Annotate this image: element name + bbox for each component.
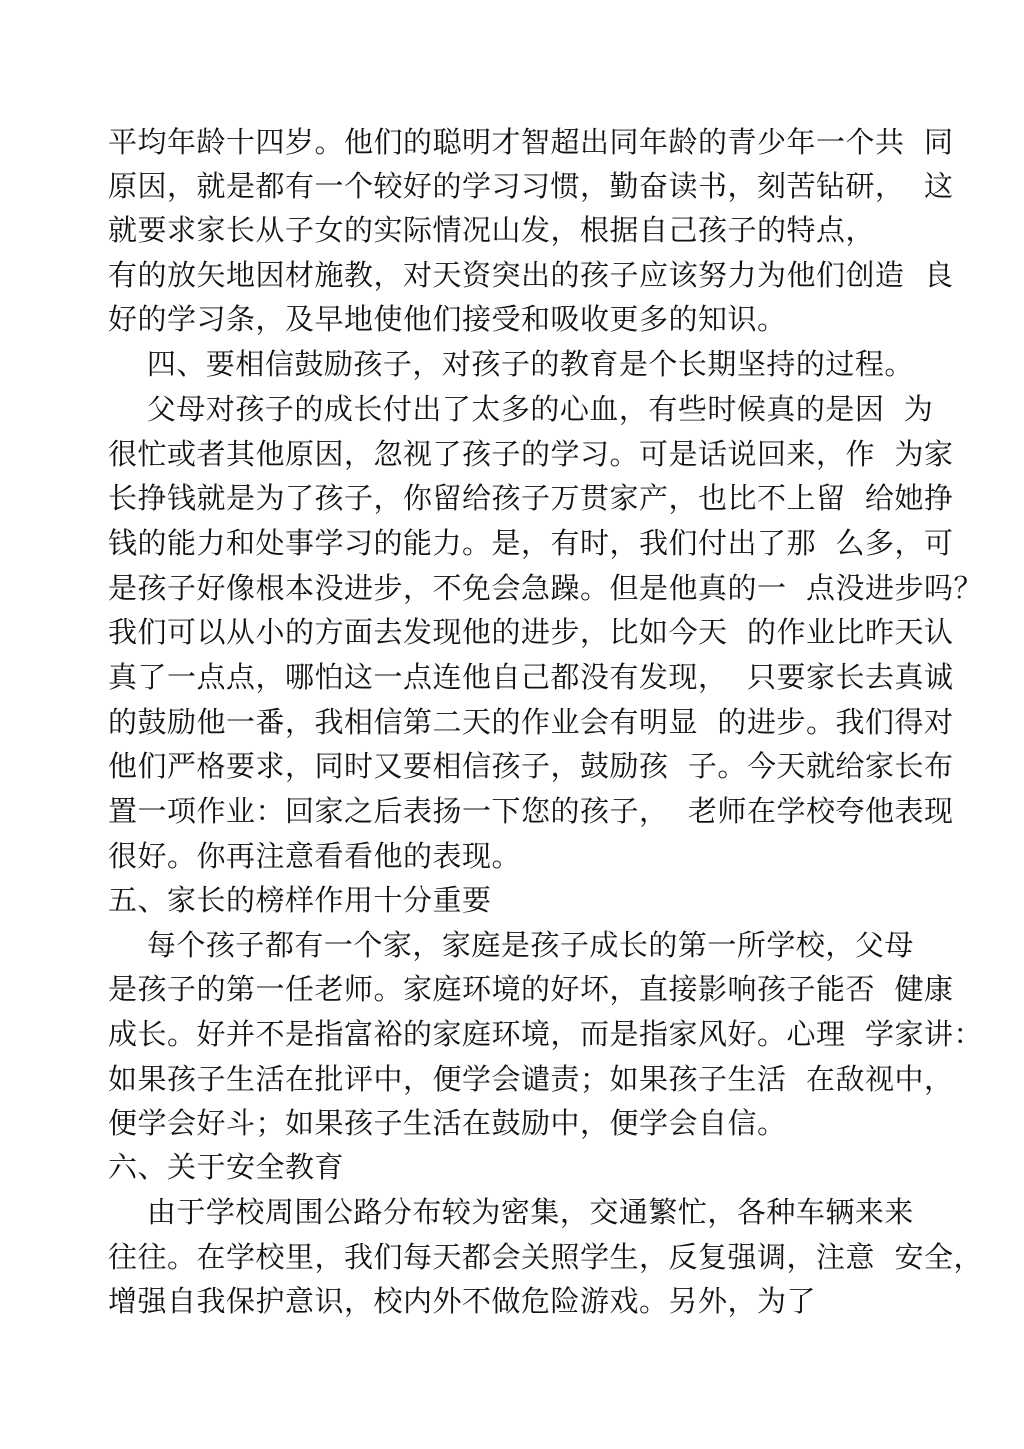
- text-line: 好的学习条，及早地使他们接受和吸收更多的知识。: [108, 302, 787, 336]
- text-line: 每个孩子都有一个家，家庭是孩子成长的第一所学校，父母: [108, 928, 914, 962]
- text-line: 平均年龄十四岁。他们的聪明才智超出同年龄的青少年一个共 同: [108, 125, 954, 159]
- text-line: 的鼓励他一番，我相信第二天的作业会有明显 的进步。我们得对: [108, 705, 954, 739]
- text-line: 如果孩子生活在批评中，便学会谴责；如果孩子生活 在敌视中，: [108, 1062, 954, 1096]
- text-line: 钱的能力和处事学习的能力。是，有时，我们付出了那 么多，可: [108, 526, 954, 560]
- text-line: 是孩子好像根本没进步，不免会急躁。但是他真的一 点没进步吗？: [108, 571, 983, 605]
- section-heading: 五、家长的榜样作用十分重要: [108, 883, 492, 917]
- text-line: 我们可以从小的方面去发现他的进步，比如今天 的作业比昨天认: [108, 615, 954, 649]
- text-line: 有的放矢地因材施教，对天资突出的孩子应该努力为他们创造 良: [108, 258, 954, 292]
- text-line: 由于学校周围公路分布较为密集，交通繁忙，各种车辆来来: [108, 1195, 914, 1229]
- text-line: 他们严格要求，同时又要相信孩子，鼓励孩 子。今天就给家长布: [108, 749, 954, 783]
- text-line: 往往。在学校里，我们每天都会关照学生，反复强调，注意 安全，: [108, 1240, 983, 1274]
- section-heading: 六、关于安全教育: [108, 1150, 345, 1184]
- text-line: 便学会好斗；如果孩子生活在鼓励中，便学会自信。: [108, 1106, 787, 1140]
- text-line: 很忙或者其他原因，忽视了孩子的学习。可是话说回来，作 为家: [108, 437, 954, 471]
- text-line: 增强自我保护意识，校内外不做危险游戏。另外，为了: [108, 1284, 817, 1318]
- text-line: 父母对孩子的成长付出了太多的心血，有些时候真的是因 为: [108, 392, 934, 426]
- text-line: 很好。你再注意看看他的表现。: [108, 839, 522, 873]
- text-line: 就要求家长从子女的实际情况山发，根据自己孩子的特点，: [108, 213, 876, 247]
- text-line: 置一项作业：回家之后表扬一下您的孩子， 老师在学校夸他表现: [108, 794, 954, 828]
- text-line: 是孩子的第一任老师。家庭环境的好坏，直接影响孩子能否 健康: [108, 972, 954, 1006]
- text-line: 长挣钱就是为了孩子，你留给孩子万贯家产，也比不上留 给她挣: [108, 481, 954, 515]
- section-heading: 四、要相信鼓励孩子，对孩子的教育是个长期坚持的过程。: [108, 347, 914, 381]
- text-line: 成长。好并不是指富裕的家庭环境，而是指家风好。心理 学家讲：: [108, 1017, 983, 1051]
- text-line: 原因，就是都有一个较好的学习习惯，勤奋读书，刻苦钻研， 这: [108, 169, 954, 203]
- text-line: 真了一点点，哪怕这一点连他自己都没有发现， 只要家长去真诚: [108, 660, 954, 694]
